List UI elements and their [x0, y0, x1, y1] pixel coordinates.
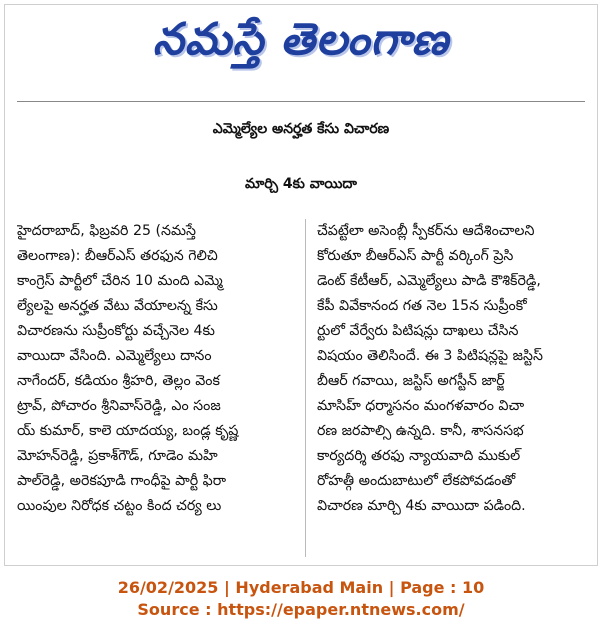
article-line: బీఆర్ గవాయి, జస్టిస్ అగస్టీన్ జార్జ్ [317, 373, 505, 389]
article-line: కార్యదర్శి తరఫు న్యాయవాది ముకుల్ [317, 448, 521, 464]
article-line: మోహన్‌రెడ్డి, ప్రకాశ్‌గౌడ్, గూడెం మహి [17, 448, 218, 464]
article-line: రణ జరపాల్సి ఉన్నది. కానీ, శాసనసభ [317, 423, 524, 439]
masthead-divider [17, 101, 585, 102]
article-line: యింపుల నిరోధక చట్టం కింద చర్య లు [17, 498, 222, 514]
article-line: కేపీ వివేకానంద గత నెల 15న సుప్రీంకో [317, 298, 527, 314]
article-line: మాసిహ్ ధర్మాసనం మంగళవారం విచా [317, 398, 525, 414]
article-line: కోరుతూ బీఆర్ఎస్ పార్టీ వర్కింగ్ ప్రెసి [317, 248, 514, 264]
article-line: ట్రావ్, పోచారం శ్రీనివాస్‌రెడ్డి, ఎం సంజ [17, 398, 221, 414]
article-line: తెలంగాణ): బీఆర్ఎస్ తరఫున గెలిచి [17, 248, 218, 264]
article-line: విషయం తెలిసిందే. ఈ 3 పిటిషన్లపై జస్టిస్ [317, 348, 543, 364]
article-line: కాంగ్రెస్ పార్టీలో చేరిన 10 మంది ఎమ్మె [17, 273, 223, 289]
article-line: య్ కుమార్, కాలె యాదయ్య, బండ్ల కృష్ణ [17, 423, 239, 439]
newspaper-clipping [4, 4, 598, 566]
article-line: ర్టులో వేర్వేరు పిటిషన్లు దాఖలు చేసిన [317, 323, 519, 339]
subheadline: మార్చి 4కు వాయిదా [245, 176, 357, 192]
article-line: ల్యేలపై అనర్హత వేటు వేయాలన్న కేసు [17, 298, 218, 314]
article-body [17, 219, 585, 557]
masthead [5, 11, 597, 71]
article-line: చేపట్టేలా అసెంబ్లీ స్పీకర్‌ను ఆదేశించాలని [317, 223, 535, 239]
dateline: 26/02/2025 | Hyderabad Main | Page : 10 [117, 578, 485, 597]
article-line: రోహత్గీ అందుబాటులో లేకపోవడంతో [317, 473, 516, 489]
source-line: Source : https://epaper.ntnews.com/ [137, 600, 465, 619]
article-line: హైదరాబాద్, ఫిబ్రవరి 25 (నమస్తే [17, 223, 196, 239]
article-line: పాల్‌రెడ్డి, అరెకపూడి గాంధీపై పార్టీ ఫిరా [17, 473, 227, 489]
article-line: వాయిదా వేసింది. ఎమ్మెల్యేలు దానం [17, 348, 212, 364]
article-line: నాగేందర్, కడియం శ్రీహరి, తెల్లం వెంక [17, 373, 220, 389]
headline: ఎమ్మెల్యేల అనర్హత కేసు విచారణ [212, 121, 390, 137]
column-divider [305, 219, 306, 557]
article-line: డెంట్ కేటీఆర్, ఎమ్మెల్యేలు పాడి కౌశిక్‌రెడ్డి, [317, 273, 541, 289]
article-line: విచారణను సుప్రీంకోర్టు వచ్చేనెల 4కు [17, 323, 215, 339]
article-line: విచారణ మార్చి 4కు వాయిదా పడింది. [317, 498, 526, 514]
masthead-logo: నమస్తే తెలంగాణ [152, 14, 450, 65]
right-column [317, 219, 593, 557]
left-column [17, 219, 293, 557]
